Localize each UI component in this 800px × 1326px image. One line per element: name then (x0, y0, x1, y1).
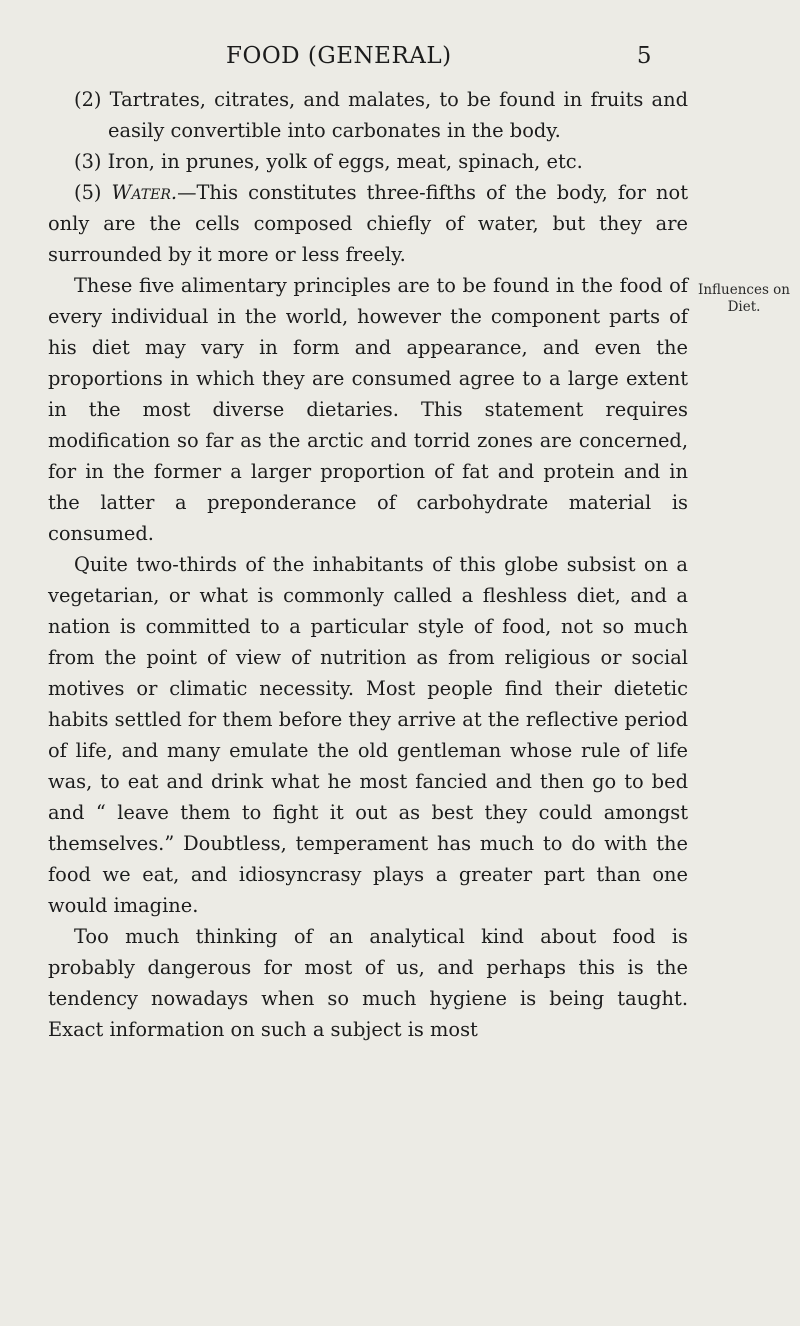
paragraph-vegetarian: Quite two-thirds of the inhabitants of this globe subsist on a vegetarian, or what is commonly called a fleshless diet, and a nation is committed to a particular style of food, not so much from the point of view of nutrition as from religious or social motives or climatic necessity. Most people find their dietetic habits settled for them before they arrive at the reflective period of life, and many emulate the old gentleman whose rule of life was, to eat and drink what he most fancied and then go to bed and “ leave them to fight it out as best they could amongst themselves.” Doubtless, temperament has much to do with the food we eat, and idiosyncrasy plays a greater part than one would imagine. (48, 553, 688, 917)
running-title: FOOD (GENERAL) (226, 43, 452, 69)
water-text: —This constitutes three-fifths of the body, for not only are the cells composed chiefly of water, but they are surrounded by it more or less freely. (48, 181, 688, 266)
list-item-water (48, 177, 688, 270)
body-text (48, 84, 688, 1045)
running-head (226, 36, 652, 76)
list-number: (2) (74, 88, 102, 111)
paragraph-principles: These five alimentary principles are to be found in the food of every individual in the world, however the component parts of his diet may vary in form and appearance, and even the proportions in which they are consumed agree to a large extent in the most diverse dietaries. This statement requires modification so far as the arctic and torrid zones are concerned, for in the former a larger proportion of fat and protein and in the latter a preponderance of carbohydrate material is consumed. (48, 274, 688, 545)
list-number: (3) (74, 150, 102, 173)
list-item-iron (48, 146, 688, 177)
margin-note: Influences on Diet. (697, 282, 790, 315)
list-text: Tartrates, citrates, and malates, to be found in fruits and easily convertible into carbonates in the body. (108, 88, 688, 142)
paragraph-analytical: Too much thinking of an analytical kind about food is probably dangerous for most of us, and perhaps this is the tendency nowadays when so much hygiene is being taught. Exact information on such a subject is most (48, 925, 688, 1041)
page-number: 5 (636, 43, 652, 69)
list-number: (5) (74, 181, 102, 204)
water-term: Water. (111, 181, 178, 204)
list-text: Iron, in prunes, yolk of eggs, meat, spinach, etc. (107, 150, 583, 173)
list-item-tartrates (48, 84, 688, 146)
